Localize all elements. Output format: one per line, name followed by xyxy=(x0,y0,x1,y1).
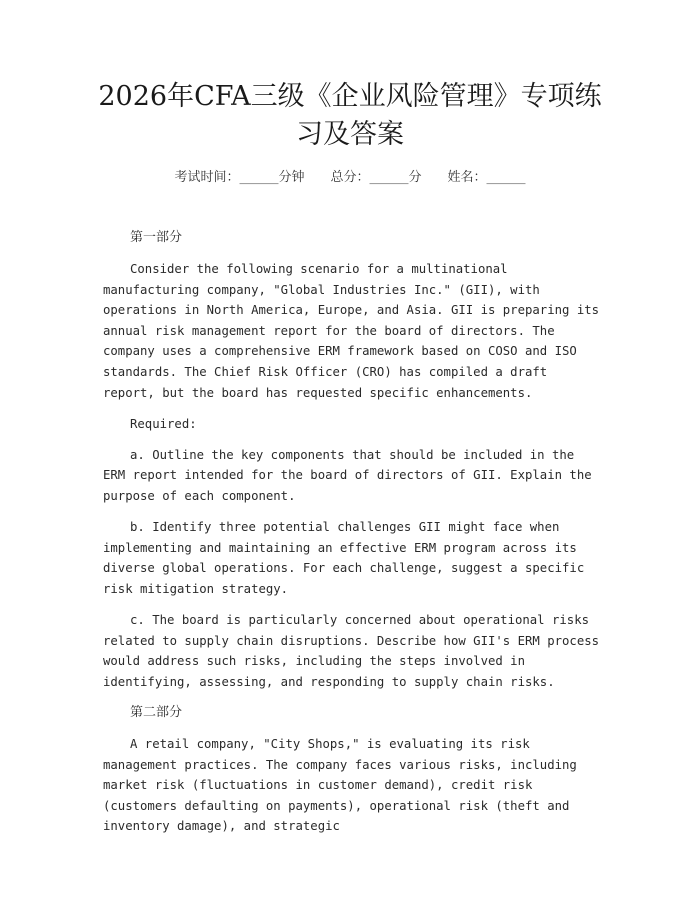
part1-question-c: c. The board is particularly concerned about operational risks related to supply chain disruptions. Describe how GII's ERM process would address such risks, including the steps involved in identifying, assessing, and responding to supply chain risks. xyxy=(103,613,600,689)
document-body xyxy=(103,228,603,847)
document-title: 2026年CFA三级《企业风险管理》专项练习及答案 xyxy=(98,81,602,150)
part1-question-a: a. Outline the key components that should be included in the ERM report intended for the board of directors of GII. Explain the purpose of each component. xyxy=(103,447,592,504)
exam-score-label: 总分：______分 xyxy=(330,170,422,185)
part2-heading: 第二部分 xyxy=(130,704,183,720)
part1-heading: 第一部分 xyxy=(130,230,183,245)
part1-scenario: Consider the following scenario for a multinational manufacturing company, "Global Industries Inc." (GII), with operations in North America, Europe, and Asia. GII is preparing its annual risk management report for the board of directors. The company uses a comprehensive ERM framework based on COSO and ISO standards. The Chief Risk Officer (CRO) has compiled a draft report, but the board has requested specific enhancements. xyxy=(103,262,600,400)
exam-info-line xyxy=(0,168,700,188)
part2-scenario: A retail company, "City Shops," is evaluating its risk management practices. The company faces various risks, including market risk (fluctuations in customer demand), credit risk (customers defaulting on payments), operational risk (theft and inventory damage), and strategic xyxy=(103,736,577,834)
exam-time-label: 考试时间：______分钟 xyxy=(174,170,305,185)
part1-question-b: b. Identify three potential challenges GII might face when implementing and maintaining an effective ERM program across its diverse global operations. For each challenge, suggest a specific risk mitigation strategy. xyxy=(103,520,585,596)
exam-name-label: 姓名：______ xyxy=(447,170,526,185)
part1-required: Required: xyxy=(130,416,197,431)
